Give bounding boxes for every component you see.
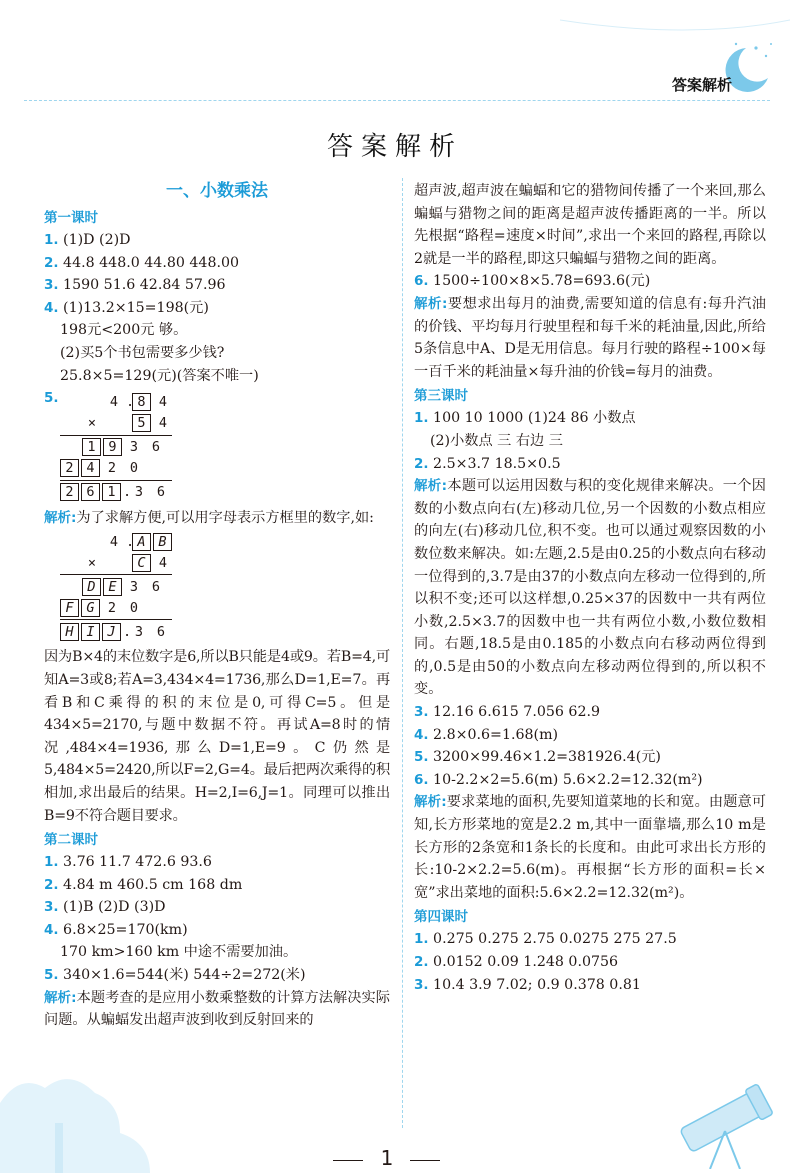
telescope-icon (670, 1069, 780, 1169)
answer-2: 2. 4.84 m 460.5 cm 168 dm (44, 876, 243, 893)
answer-4-line: (2)买5个书包需要多少钱? (60, 344, 225, 361)
page-number: 1 (380, 1146, 394, 1170)
answer-4: 4. 6.8×25=170(km) (44, 921, 188, 938)
lesson-3-title: 第三课时 (414, 388, 468, 405)
answer-2: 2. 2.5×3.7 18.5×0.5 (414, 455, 561, 472)
mult-row: D E 3 6 (60, 576, 390, 597)
answer-1: 1. (1)D (2)D (44, 232, 131, 248)
mult-row: 2 6 1 . 3 6 (60, 482, 390, 503)
answer-1: 1. 0.275 0.275 2.75 0.0275 275 27.5 (414, 931, 677, 948)
answer-4-line: 25.8×5=129(元)(答案不唯一) (60, 367, 259, 384)
header-label: 答案解析 (671, 76, 732, 94)
page-title: 答案解析 (326, 132, 463, 162)
mult-row: 1 9 3 6 (60, 437, 390, 458)
answer-1: 1. 3.76 11.7 472.6 93.6 (44, 854, 212, 871)
mult-row: H I J . 3 6 (60, 621, 390, 642)
answer-5: 5. 3200×99.46×1.2=381926.4(元) (414, 749, 661, 766)
footer-rule (410, 1160, 440, 1161)
header-divider (24, 100, 770, 101)
answer-6: 6. 1500÷100×8×5.78=693.6(元) (414, 273, 651, 290)
mult-rule (60, 435, 172, 436)
analysis-6: 解析:要想求出每月的油费,需要知道的信息有:每升汽油的价钱、平均每月行驶里程和每千米的耗油量,因此,所给5条信息中A、D是无用信息。每月行驶的路程÷100×每一百千米的耗油量×每升油的价钱=每月的油费。 (414, 295, 766, 380)
footer-rule (333, 1160, 363, 1161)
answer-3: 3. 12.16 6.615 7.056 62.9 (414, 704, 601, 721)
section-title: 一、小数乘法 (166, 181, 268, 201)
mult-row: F G 2 0 (60, 597, 390, 618)
analysis-6: 解析:要求菜地的面积,先要知道菜地的长和宽。由题意可知,长方形菜地的宽是2.2 m,其中一面靠墙,那么10 m是长方形的2条宽和1条长的长度和。由此可求出长方形的长:10-2×2.2=5.6(m)。再根据“长方形的面积=长×宽”求出菜地的面积:5.6×2.2=12.32(m²)。 (414, 794, 766, 901)
analysis-5: 解析:本题考查的是应用小数乘整数的计算方法解决实际问题。从蝙蝠发出超声波到收到反射回来的 (44, 989, 390, 1029)
header-decoration (0, 0, 790, 120)
lesson-2-title: 第二课时 (44, 832, 98, 849)
answer-4: 4. 2.8×0.6=1.68(m) (414, 726, 559, 743)
mult-rule (60, 480, 172, 481)
answer-6: 6. 10-2.2×2=5.6(m) 5.6×2.2=12.32(m²) (414, 771, 703, 788)
mult-rule (60, 619, 172, 620)
analysis-5-continued: 超声波,超声波在蝙蝠和它的猎物间传播了一个来回,那么蝙蝠与猎物之间的距离是超声波传播距离的一半。所以先根据“路程=速度×时间”,求出一个来回的路程,再除以2就是一半的路程,即这只蝙蝠与猎物之间的距离。 (414, 183, 766, 267)
answer-3: 3. (1)B (2)D (3)D (44, 899, 166, 916)
answer-1: 1. 100 10 1000 (1)24 86 小数点 (414, 410, 636, 427)
answer-2: 2. 44.8 448.0 44.80 448.00 (44, 254, 240, 271)
mult-row: × 5 4 (87, 415, 168, 432)
right-column (414, 180, 766, 996)
analysis-5-text: 因为B×4的末位数字是6,所以B只能是4或9。若B=4,可知A=3或8;若A=3,434×4=1736,那么D=1,E=7。再看B和C乘得的积的末位是0,可得C=5。但是434×5=2170,与题中数据不符。再试A=8时的情况,484×4=1936,那么D=1,E=9。C仍然是5,484×5=2420,所以F=2,G=4。最后把两次乘得的积相加,求出最后的结果。H=2,I=6,J=1。同理可以推出B=9不符合题目要求。 (44, 649, 390, 824)
answer-3: 3. 1590 51.6 42.84 57.96 (44, 277, 226, 294)
left-column (44, 175, 390, 1033)
lesson-4-title: 第四课时 (414, 909, 468, 926)
multiplication-2 (60, 531, 390, 642)
multiplication-1 (60, 392, 390, 503)
answer-4-line: 170 km>160 km 中途不需要加油。 (60, 944, 298, 961)
mult-row: 2 4 2 0 (60, 458, 390, 479)
mult-row: 4 . 8 4 (109, 394, 168, 411)
tree-icon (0, 1063, 150, 1173)
lesson-1-title: 第一课时 (44, 210, 98, 226)
answer-1-line: (2)小数点 三 右边 三 (430, 432, 563, 449)
answer-4-line: 198元<200元 够。 (60, 322, 188, 339)
column-divider (402, 178, 403, 1128)
mult-row: 4 . A B (60, 531, 390, 552)
answer-4: 4. (1)13.2×15=198(元) (44, 299, 209, 316)
answer-2: 2. 0.0152 0.09 1.248 0.0756 (414, 954, 619, 970)
answer-5: 5. 340×1.6=544(米) 544÷2=272(米) (44, 967, 306, 984)
mult-rule (60, 574, 172, 575)
analysis-2: 解析:本题可以运用因数与积的变化规律来解决。一个因数的小数点向右(左)移动几位,另一个因数的小数点相应的向左(右)移动几位,积不变。也可以通过观察因数的小数位数来解决。如:左题,2.5是由0.25的小数点向右移动一位得到的,3.7是由37的小数点向左移动一位得到的,所以积不变;还可以这样想,0.25×37的因数中一共有两位小数,2.5×3.7的因数中也一共有两位小数,小数位数相同。右题,18.5是由0.185的小数点向右移动两位得到的,0.5是由50的小数点向左移动两位得到的,所以积不变。 (414, 478, 766, 698)
analysis-5: 解析:为了求解方便,可以用字母表示方框里的数字,如: (44, 509, 374, 526)
answer-3: 3. 10.4 3.9 7.02; 0.9 0.378 0.81 (414, 976, 641, 993)
mult-row: × C 4 (87, 554, 168, 571)
answer-5: 5. (44, 390, 59, 407)
